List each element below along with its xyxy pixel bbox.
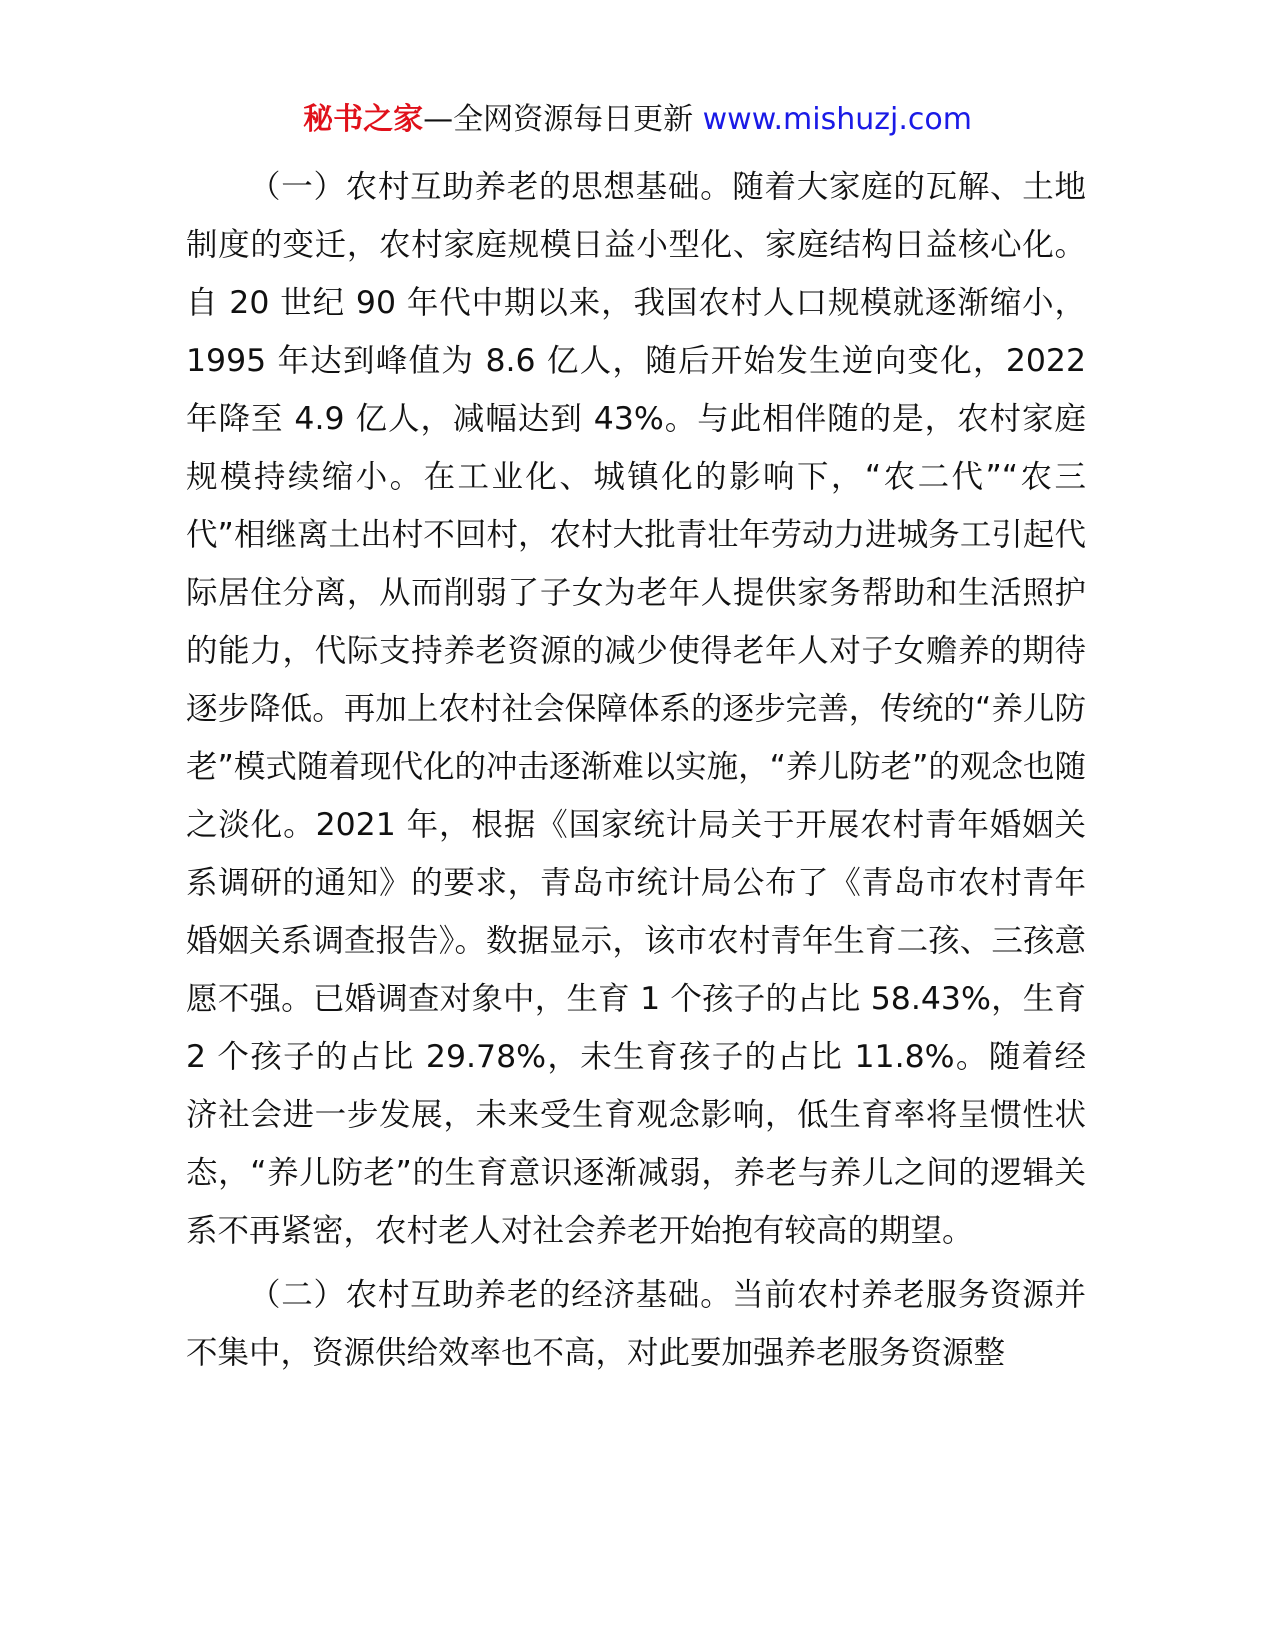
header-tagline: —全网资源每日更新 [423,102,703,137]
paragraph-1: （一）农村互助养老的思想基础。随着大家庭的瓦解、土地制度的变迁，农村家庭规模日益小型化、家庭结构日益核心化。自 20 世纪 90 年代中期以来，我国农村人口规模就逐渐缩小，1995 年达到峰值为 8.6 亿人，随后开始发生逆向变化，2022 年降至 4.9 亿人，减幅达到 43%。与此相伴随的是，农村家庭规模持续缩小。在工业化、城镇化的影响下，“农二代”“农三代”相继离土出村不回村，农村大批青壮年劳动力进城务工引起代际居住分离，从而削弱了子女为老年人提供家务帮助和生活照护的能力，代际支持养老资源的减少使得老年人对子女赡养的期待逐步降低。再加上农村社会保障体系的逐步完善，传统的“养儿防老”模式随着现代化的冲击逐渐难以实施，“养儿防老”的观念也随之淡化。2021 年，根据《国家统计局关于开展农村青年婚姻关系调研的通知》的要求，青岛市统计局公布了《青岛市农村青年婚姻关系调查报告》。数据显示，该市农村青年生育二孩、三孩意愿不强。已婚调查对象中，生育 1 个孩子的占比 58.43%，生育 2 个孩子的占比 29.78%，未生育孩子的占比 11.8%。随着经济社会进一步发展，未来受生育观念影响，低生育率将呈惯性状态，“养儿防老”的生育意识逐渐减弱，养老与养儿之间的逻辑关系不再紧密，农村老人对社会养老开始抱有较高的期望。 [186,169,1086,1249]
brand-name: 秘书之家 [303,102,424,137]
header-url-link[interactable]: www.mishuzj.com [702,102,972,137]
paragraph-2: （二）农村互助养老的经济基础。当前农村养老服务资源并不集中，资源供给效率也不高，对此要加强养老服务资源整 [186,1277,1086,1371]
page-header [0,98,1275,142]
document-body [186,158,1086,1382]
